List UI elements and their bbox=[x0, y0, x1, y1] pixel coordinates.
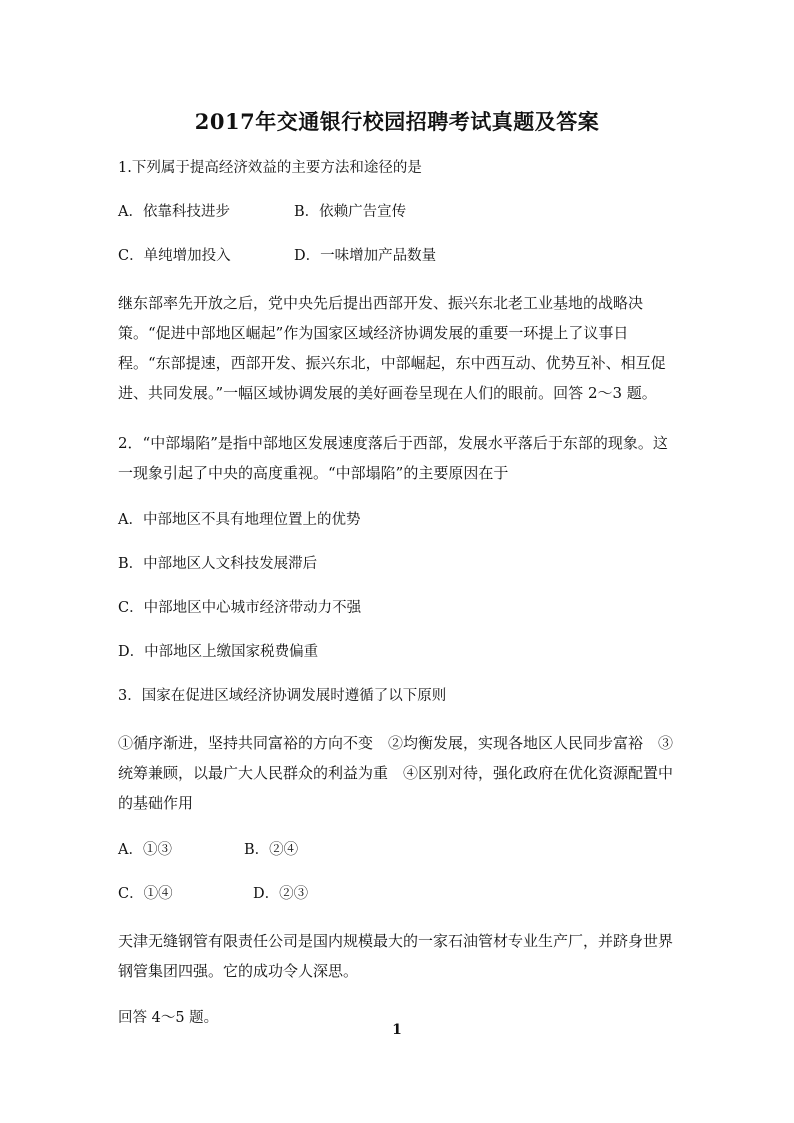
page-number: 1 bbox=[392, 1022, 402, 1038]
question-3-option-d: D．②③ bbox=[253, 886, 309, 902]
question-1-option-c: C．单纯增加投入 bbox=[118, 248, 231, 264]
question-3-option-b: B．②④ bbox=[244, 842, 299, 858]
question-3-option-c: C．①④ bbox=[118, 886, 173, 902]
question-1-option-a: A．依靠科技进步 bbox=[118, 204, 230, 220]
question-2-option-d: D．中部地区上缴国家税费偏重 bbox=[118, 644, 319, 660]
question-1-stem: 1.下列属于提高经济效益的主要方法和途径的是 bbox=[118, 160, 422, 176]
question-3-options-cd bbox=[118, 882, 678, 906]
document-body bbox=[118, 156, 678, 1050]
question-1-options-cd bbox=[118, 244, 678, 268]
question-2-stem: 2．“中部塌陷”是指中部地区发展速度落后于西部，发展水平落后于东部的现象。这一现象引起了中央的高度重视。“中部塌陷”的主要原因在于 bbox=[118, 434, 668, 482]
question-1-options-ab bbox=[118, 200, 678, 224]
question-3-stem: 3．国家在促进区域经济协调发展时遵循了以下原则 bbox=[118, 688, 447, 704]
question-2-option-a: A．中部地区不具有地理位置上的优势 bbox=[118, 512, 361, 528]
question-1-option-b: B．依赖广告宣传 bbox=[294, 204, 407, 220]
question-2-option-c: C．中部地区中心城市经济带动力不强 bbox=[118, 600, 362, 616]
reading-passage-2: 天津无缝钢管有限责任公司是国内规模最大的一家石油管材专业生产厂，并跻身世界钢管集团四强。它的成功令人深思。 bbox=[118, 932, 674, 980]
document-title: 2017年交通银行校园招聘考试真题及答案 bbox=[194, 109, 600, 134]
reading-passage-1: 继东部率先开放之后，党中央先后提出西部开发、振兴东北老工业基地的战略决策。“促进中部地区崛起”作为国家区域经济协调发展的重要一环提上了议事日程。“东部提速，西部开发、振兴东北，中部崛起，东中西互动、优势互补、相互促进、共同发展。”一幅区域协调发展的美好画卷呈现在人们的眼前。回答 2～3 题。 bbox=[118, 294, 666, 402]
question-3-principles: ①循序渐进，坚持共同富裕的方向不变 ②均衡发展，实现各地区人民同步富裕 ③统筹兼顾，以最广大人民群众的利益为重 ④区别对待，强化政府在优化资源配置中的基础作用 bbox=[118, 734, 674, 812]
question-1-option-d: D．一味增加产品数量 bbox=[294, 248, 437, 264]
question-3-options-ab bbox=[118, 838, 678, 862]
passage-2-instruction: 回答 4～5 题。 bbox=[118, 1010, 219, 1026]
question-3-option-a: A．①③ bbox=[118, 842, 172, 858]
question-2-option-b: B．中部地区人文科技发展滞后 bbox=[118, 556, 318, 572]
